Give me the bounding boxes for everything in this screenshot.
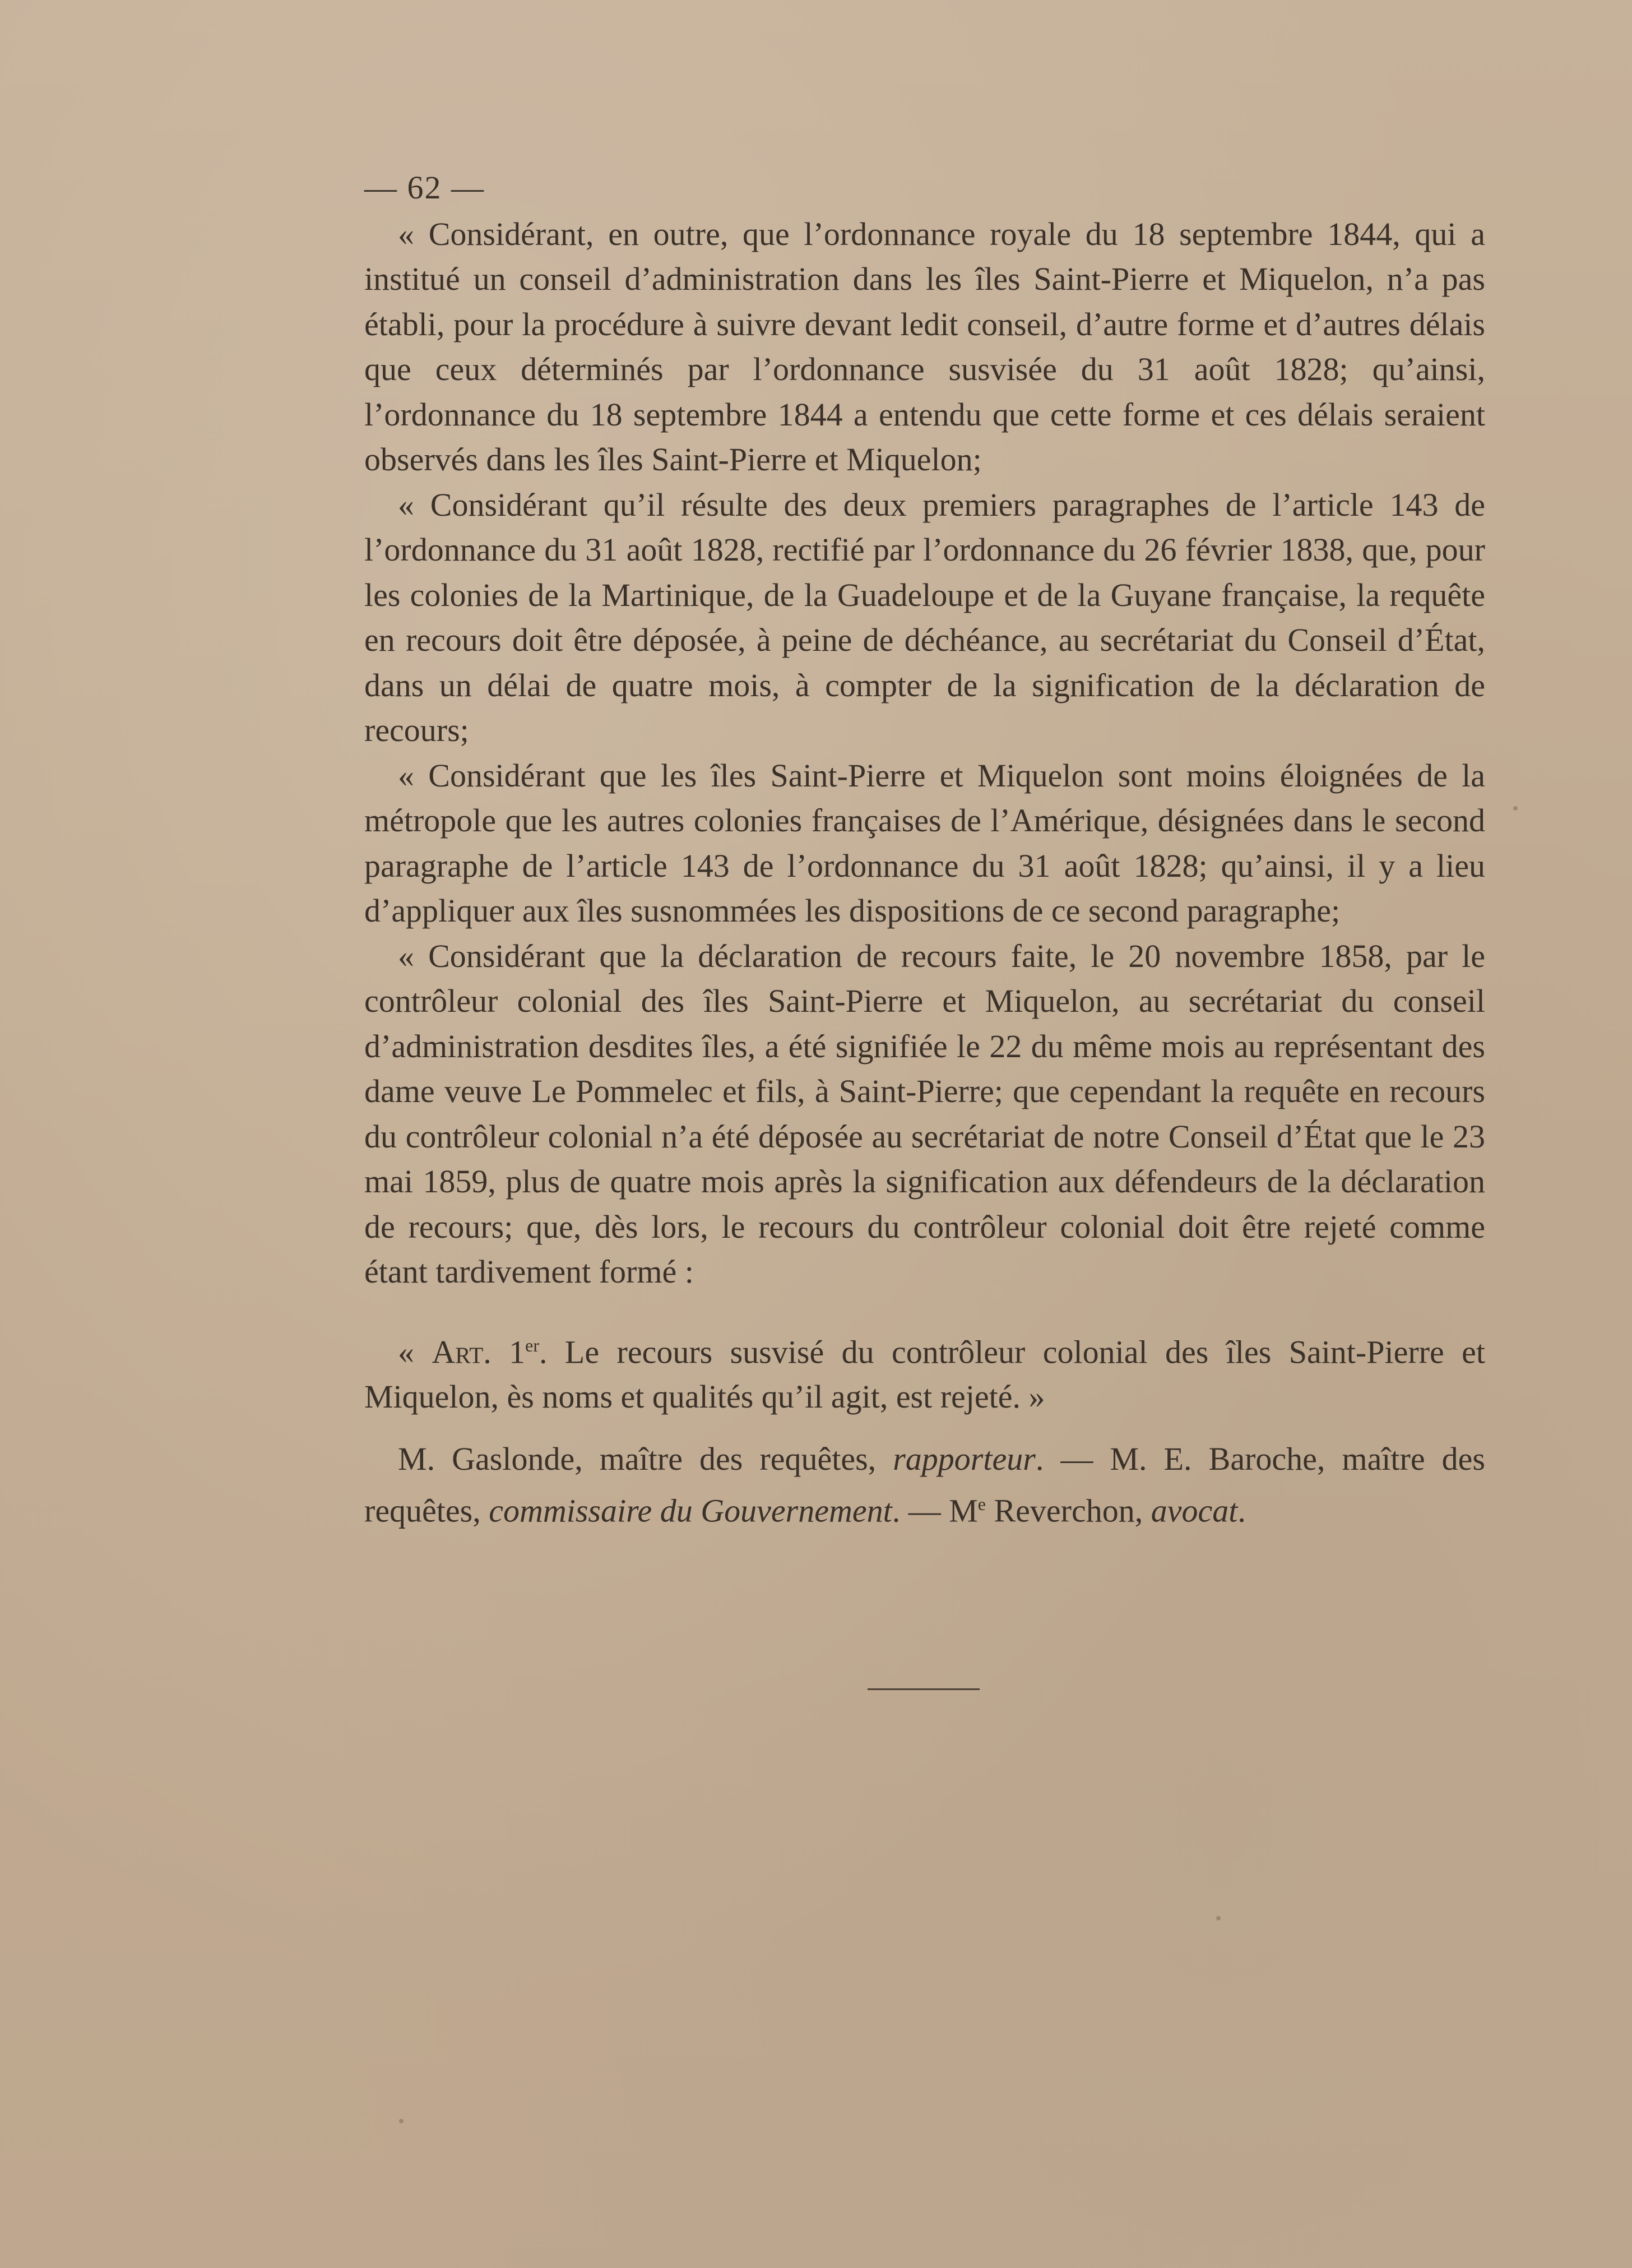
- paper-speck: [1216, 1916, 1221, 1920]
- article-text: . Le recours susvisé du contrôleur colonial des îles Saint-Pierre et Miquelon, ès noms et qualités qu’il agit, est rejeté. »: [364, 1333, 1485, 1415]
- credits-separator-2: . — M: [892, 1492, 978, 1529]
- paragraph-considerant-2: « Considérant qu’il résulte des deux premiers paragraphes de l’article 143 de l’ordonnance du 31 août 1828, rectifié par l’ordonnance du 26 février 1838, que, pour les colonies de la Martinique, de la Guadeloupe et de la Guyane française, la requête en recours doit être déposée, à peine de déchéance, au secrétariat du Conseil d’État, dans un délai de quatre mois, à compter de la signification de la déclaration de recours;: [364, 486, 1485, 748]
- page-number: — 62 —: [364, 169, 485, 206]
- article-label: Art. 1: [432, 1333, 526, 1370]
- rapporteur-name: M. Gaslonde, maître des requêtes,: [398, 1440, 893, 1477]
- credits-separator-1: . — M. E. Baroche, maître des requêtes,: [364, 1440, 1485, 1529]
- paragraph-considerant-1: « Considérant, en outre, que l’ordonnance royale du 18 septembre 1844, qui a institué un conseil d’administration dans les îles Saint-Pierre et Miquelon, n’a pas établi, pour la procédure à suivre devant ledit conseil, d’autre forme et d’autres délais que ceux déterminés par l’ordonnance susvisée du 31 août 1828; qu’ainsi, l’ordonnance du 18 septembre 1844 a entendu que cette forme et ces délais seraient observés dans les îles Saint-Pierre et Miquelon;: [364, 215, 1485, 478]
- closing-rule: [868, 1688, 980, 1690]
- article-label-sup: er: [525, 1335, 540, 1355]
- avocat-name: Reverchon,: [986, 1492, 1151, 1529]
- paper-speck: [399, 2119, 404, 2123]
- rapporteur-role: rapporteur: [893, 1440, 1036, 1477]
- maitre-abbrev-sup: e: [977, 1494, 986, 1515]
- credits-end: .: [1237, 1492, 1246, 1529]
- document-body: [364, 165, 1485, 1534]
- avocat-role: avocat: [1151, 1492, 1238, 1529]
- commissaire-role: commissaire du Gouvernement: [489, 1492, 892, 1529]
- article-paragraph: [364, 1323, 1485, 1420]
- paragraph-considerant-4: « Considérant que la déclaration de recours faite, le 20 novembre 1858, par le contrôleur colonial des îles Saint-Pierre et Miquelon, au secrétariat du conseil d’administration desdites îles, a été signifiée le 22 du même mois au représentant des dame veuve Le Pommelec et fils, à Saint-Pierre; que cependant la requête en recours du contrôleur colonial n’a été déposée au secrétariat de notre Conseil d’État que le 23 mai 1859, plus de quatre mois après la signification aux défendeurs de la déclaration de recours; que, dès lors, le recours du contrôleur colonial doit être rejeté comme étant tardivement formé :: [364, 937, 1485, 1290]
- paper-speck: [1513, 806, 1518, 811]
- credits-paragraph: [364, 1437, 1485, 1534]
- paragraph-considerant-3: « Considérant que les îles Saint-Pierre et Miquelon sont moins éloignées de la métropole que les autres colonies françaises de l’Amérique, désignées dans le second paragraphe de l’article 143 de l’ordonnance du 31 août 1828; qu’ainsi, il y a lieu d’appliquer aux îles susnommées les dispositions de ce second paragraphe;: [364, 757, 1485, 929]
- article-open-quote: «: [398, 1333, 432, 1370]
